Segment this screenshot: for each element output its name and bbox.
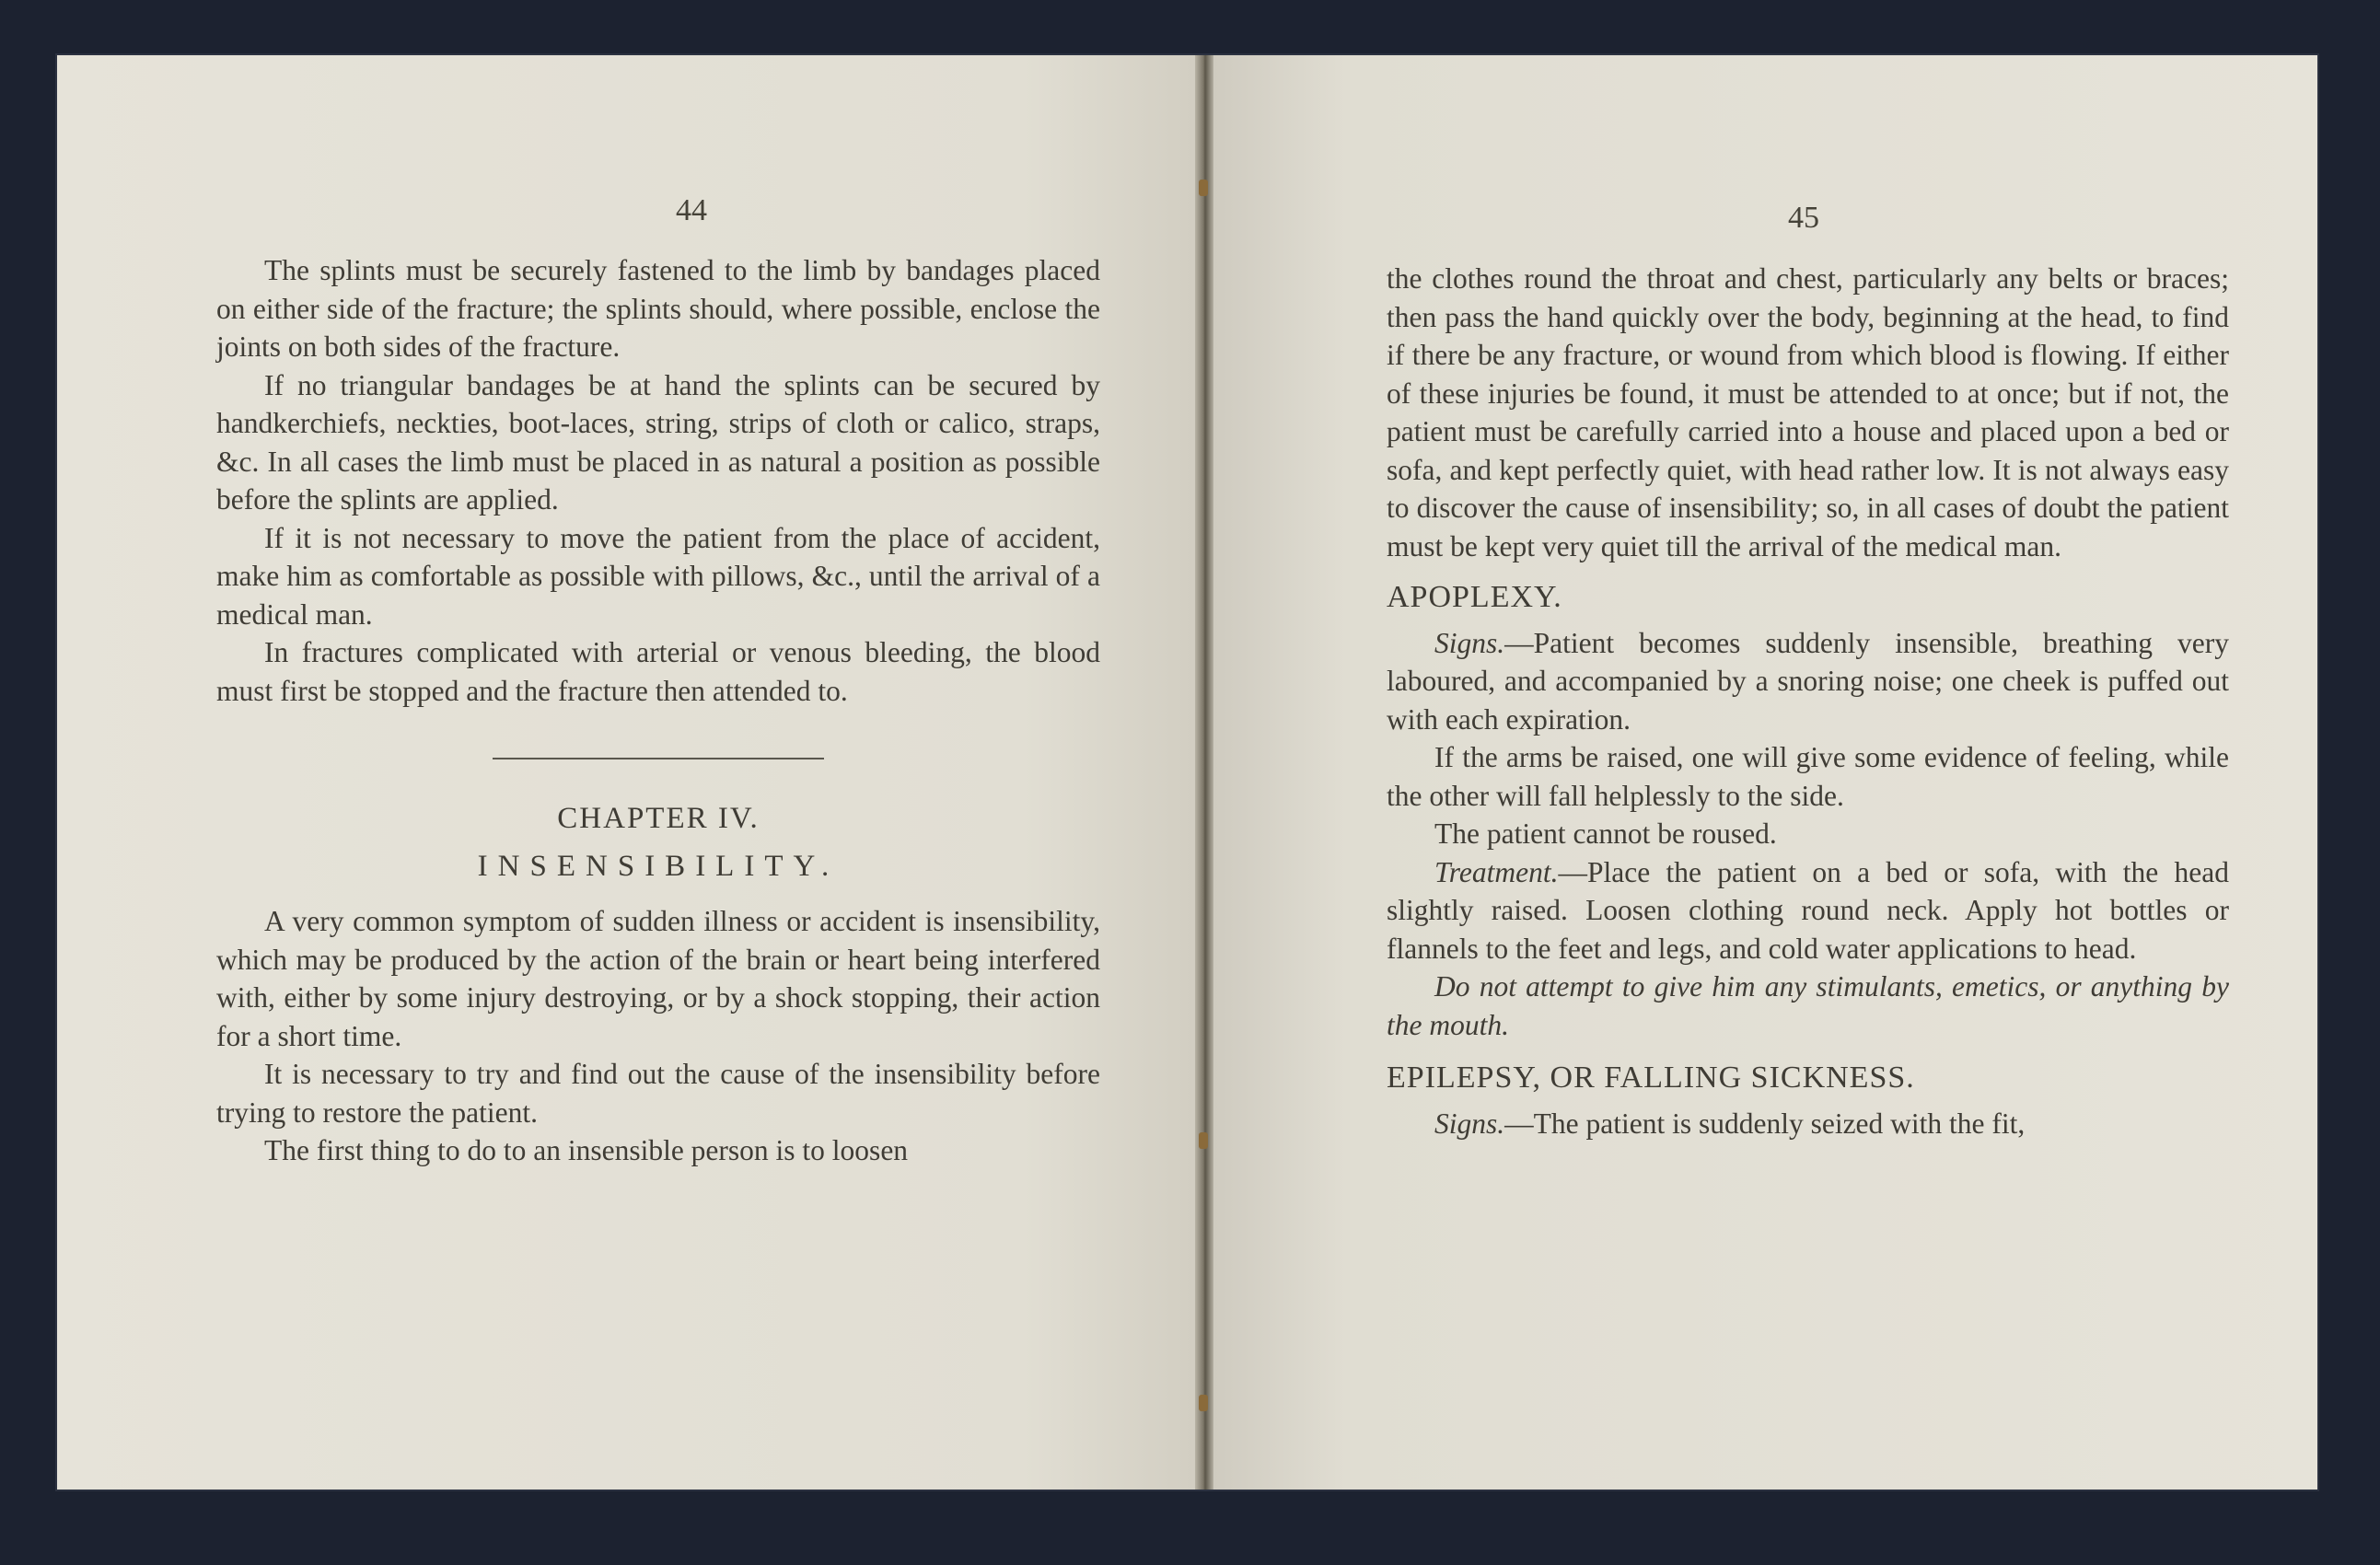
paragraph: If it is not necessary to move the patient from the place of accident, make him as comfortable as possible with pillows, &c., until the arrival of a medical man. xyxy=(216,521,1100,631)
binding-staple xyxy=(1199,1395,1208,1411)
chapter-title: INSENSIBILITY. xyxy=(477,849,840,883)
paragraph-signs xyxy=(1387,1105,2229,1143)
treatment-label: Treatment. xyxy=(1434,855,1559,888)
book-spread xyxy=(57,55,2317,1490)
page-number: 44 xyxy=(676,193,707,227)
paragraph: The patient cannot be roused. xyxy=(1434,817,1777,850)
treatment-text: —Place the patient on a bed or sofa, with the head slightly raised. Loosen clothing round neck. Apply hot bottles or flannels to the feet and legs, and cold water applications to head. xyxy=(1387,855,2229,965)
paragraph-signs xyxy=(1387,624,2229,739)
signs-text: —The patient is suddenly seized with the fit, xyxy=(1504,1107,2026,1140)
right-page-body xyxy=(1387,260,2229,1142)
signs-label: Signs. xyxy=(1434,626,1505,659)
paragraph: A very common symptom of sudden illness or accident is insensibility, which may be produced by the action of the brain or heart being interfered with, either by some injury destroying, or by a shock stopping, their action for a short time. xyxy=(216,905,1100,1052)
binding-staple xyxy=(1199,180,1208,196)
paragraph: The first thing to do to an insensible person is to loosen xyxy=(264,1134,909,1166)
section-divider xyxy=(493,758,824,759)
warning-paragraph xyxy=(1387,968,2229,1044)
left-page-body xyxy=(216,251,1100,1170)
paragraph: If the arms be raised, one will give some evidence of feeling, while the other will fall helplessly to the side. xyxy=(1387,741,2229,812)
signs-label: Signs. xyxy=(1434,1107,1505,1140)
chapter-number: CHAPTER IV. xyxy=(557,802,760,835)
paragraph: In fractures complicated with arterial or venous bleeding, the blood must first be stopped and the fracture then attended to. xyxy=(216,636,1100,707)
right-page xyxy=(1213,55,2317,1490)
book-gutter xyxy=(1195,55,1213,1490)
paragraph: If no triangular bandages be at hand the splints can be secured by handkerchiefs, neckties, boot-laces, string, strips of cloth or calico, straps, &c. In all cases the limb must be placed in as natural a position as possible before the splints are applied. xyxy=(216,368,1100,516)
paragraph-treatment xyxy=(1387,853,2229,968)
section-heading-apoplexy: APOPLEXY. xyxy=(1387,580,1562,614)
page-number: 45 xyxy=(1788,201,1819,235)
signs-text: —Patient becomes suddenly insensible, breathing very laboured, and accompanied by a snoring noise; one cheek is puffed out with each expiration. xyxy=(1387,626,2229,736)
left-page xyxy=(57,55,1195,1490)
paragraph: The splints must be securely fastened to the limb by bandages placed on either side of the fracture; the splints should, where possible, enclose the joints on both sides of the fracture. xyxy=(216,254,1100,363)
warning-text: Do not attempt to give him any stimulants, emetics, or anything by the mouth. xyxy=(1387,970,2229,1041)
paragraph: the clothes round the throat and chest, particularly any belts or braces; then pass the hand quickly over the body, beginning at the head, to find if there be any fracture, or wound from which blood is flowing. If either of these injuries be found, it must be attended to at once; but if not, the patient must be carefully carried into a house and placed upon a bed or sofa, and kept perfectly quiet, with head rather low. It is not always easy to discover the cause of insensibility; so, in all cases of doubt the patient must be kept very quiet till the arrival of the medical man. xyxy=(1387,262,2229,562)
paragraph: It is necessary to try and find out the cause of the insensibility before trying to restore the patient. xyxy=(216,1058,1100,1129)
binding-staple xyxy=(1199,1132,1208,1149)
section-heading-epilepsy: EPILEPSY, OR FALLING SICKNESS. xyxy=(1387,1061,1915,1095)
